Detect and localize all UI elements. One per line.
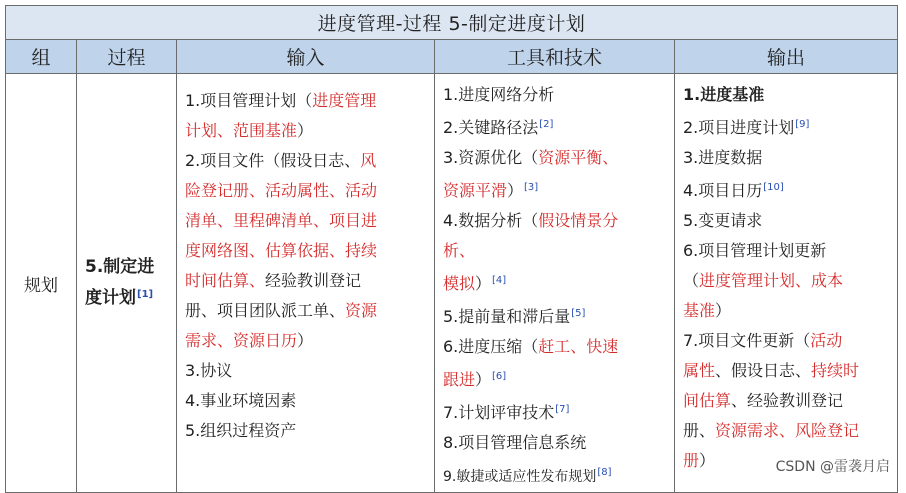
process-name-line2: 度计划 <box>85 288 136 308</box>
tool-11: 7.计划评审技术 <box>443 403 555 422</box>
output-12a: 册、 <box>683 421 716 440</box>
input-l1b: 进度管理 <box>312 91 377 110</box>
input-l5: 清单、里程碑清单、项目进 <box>185 211 378 230</box>
tool-13: 9.敏捷或适应性发布规划 <box>443 469 597 485</box>
output-13a: 册 <box>683 451 700 470</box>
tool-9a: 6.进度压缩（ <box>443 337 539 356</box>
tool-13-ref: [8] <box>597 467 612 478</box>
header-process: 过程 <box>77 40 177 74</box>
tool-4-ref: [3] <box>524 182 539 193</box>
tool-4a: 资源平滑 <box>443 181 508 200</box>
input-l11: 4.事业环境因素 <box>185 391 297 410</box>
input-l8a: 册、项目团队派工单、 <box>185 301 346 320</box>
header-group: 组 <box>6 40 77 74</box>
output-9b: 活动 <box>810 331 843 350</box>
header-tools: 工具和技术 <box>435 40 675 74</box>
tool-10b: ） <box>475 370 492 389</box>
tool-7b: ） <box>475 274 492 293</box>
output-3: 3.进度数据 <box>683 148 763 167</box>
table-title: 进度管理-过程 5-制定进度计划 <box>6 6 898 40</box>
input-l2b: ） <box>297 121 314 140</box>
input-l3a: 2.项目文件（假设日志、 <box>185 151 361 170</box>
output-10c: 持续时 <box>811 361 860 380</box>
output-8b: ） <box>715 301 732 320</box>
input-l10: 3.协议 <box>185 361 233 380</box>
group-cell: 规划 <box>6 74 77 493</box>
input-l4: 险登记册、活动属性、活动 <box>185 181 378 200</box>
tool-3b: 资源平衡、 <box>538 148 619 167</box>
input-l12: 5.组织过程资产 <box>185 421 297 440</box>
tool-9b: 赶工、快速 <box>538 337 619 356</box>
input-l1a: 1.项目管理计划（ <box>185 91 313 110</box>
input-l7a: 时间估算、 <box>185 271 266 290</box>
output-10b: 、假设日志、 <box>715 361 812 380</box>
input-l9b: ） <box>297 331 314 350</box>
output-5: 5.变更请求 <box>683 211 763 230</box>
header-inputs: 输入 <box>177 40 435 74</box>
input-l2a: 计划、范围基准 <box>185 121 298 140</box>
input-l3b: 风 <box>360 151 377 170</box>
tool-7-ref: [4] <box>492 275 507 286</box>
input-l6: 度网络图、估算依据、持续 <box>185 241 378 260</box>
schedule-process-table <box>5 5 898 493</box>
output-13b: ） <box>699 451 716 470</box>
tool-2: 2.关键路径法 <box>443 118 539 137</box>
output-7a: （ <box>683 271 700 290</box>
output-11a: 间估算 <box>683 391 732 410</box>
tool-10-ref: [6] <box>492 371 507 382</box>
tool-10a: 跟进 <box>443 370 476 389</box>
output-6: 6.项目管理计划更新 <box>683 241 827 260</box>
output-4: 4.项目日历 <box>683 181 763 200</box>
tools-cell <box>435 74 675 493</box>
input-l8b: 资源 <box>345 301 378 320</box>
input-l7b: 经验教训登记 <box>265 271 362 290</box>
process-name-line1: 5.制定进 <box>85 257 155 277</box>
output-12b: 资源需求、风险登记 <box>715 421 860 440</box>
tool-3a: 3.资源优化（ <box>443 148 539 167</box>
inputs-cell <box>177 74 435 493</box>
output-2-ref: [9] <box>795 119 810 130</box>
tool-5b: 假设情景分 <box>538 211 619 230</box>
tool-8: 5.提前量和滞后量 <box>443 307 571 326</box>
input-l9a: 需求、资源日历 <box>185 331 298 350</box>
output-1: 1.进度基准 <box>683 85 765 104</box>
output-2: 2.项目进度计划 <box>683 118 795 137</box>
tool-4b: ） <box>507 181 524 200</box>
output-9a: 7.项目文件更新（ <box>683 331 811 350</box>
output-10a: 属性 <box>683 361 716 380</box>
csdn-watermark: CSDN @雷袭月启 <box>775 459 890 475</box>
output-11b: 、经验教训登记 <box>731 391 844 410</box>
tool-11-ref: [7] <box>555 404 570 415</box>
tool-12: 8.项目管理信息系统 <box>443 433 587 452</box>
process-ref: [1] <box>137 289 154 300</box>
output-4-ref: [10] <box>763 182 784 193</box>
tool-7a: 模拟 <box>443 274 476 293</box>
tool-1: 1.进度网络分析 <box>443 85 555 104</box>
output-7b: 进度管理计划、成本 <box>699 271 844 290</box>
outputs-cell <box>675 74 898 493</box>
process-cell <box>77 74 177 493</box>
tool-6: 析、 <box>443 241 476 260</box>
tool-2-ref: [2] <box>539 119 554 130</box>
tool-5a: 4.数据分析（ <box>443 211 539 230</box>
output-8a: 基准 <box>683 301 716 320</box>
header-outputs: 输出 <box>675 40 898 74</box>
tool-8-ref: [5] <box>571 308 586 319</box>
